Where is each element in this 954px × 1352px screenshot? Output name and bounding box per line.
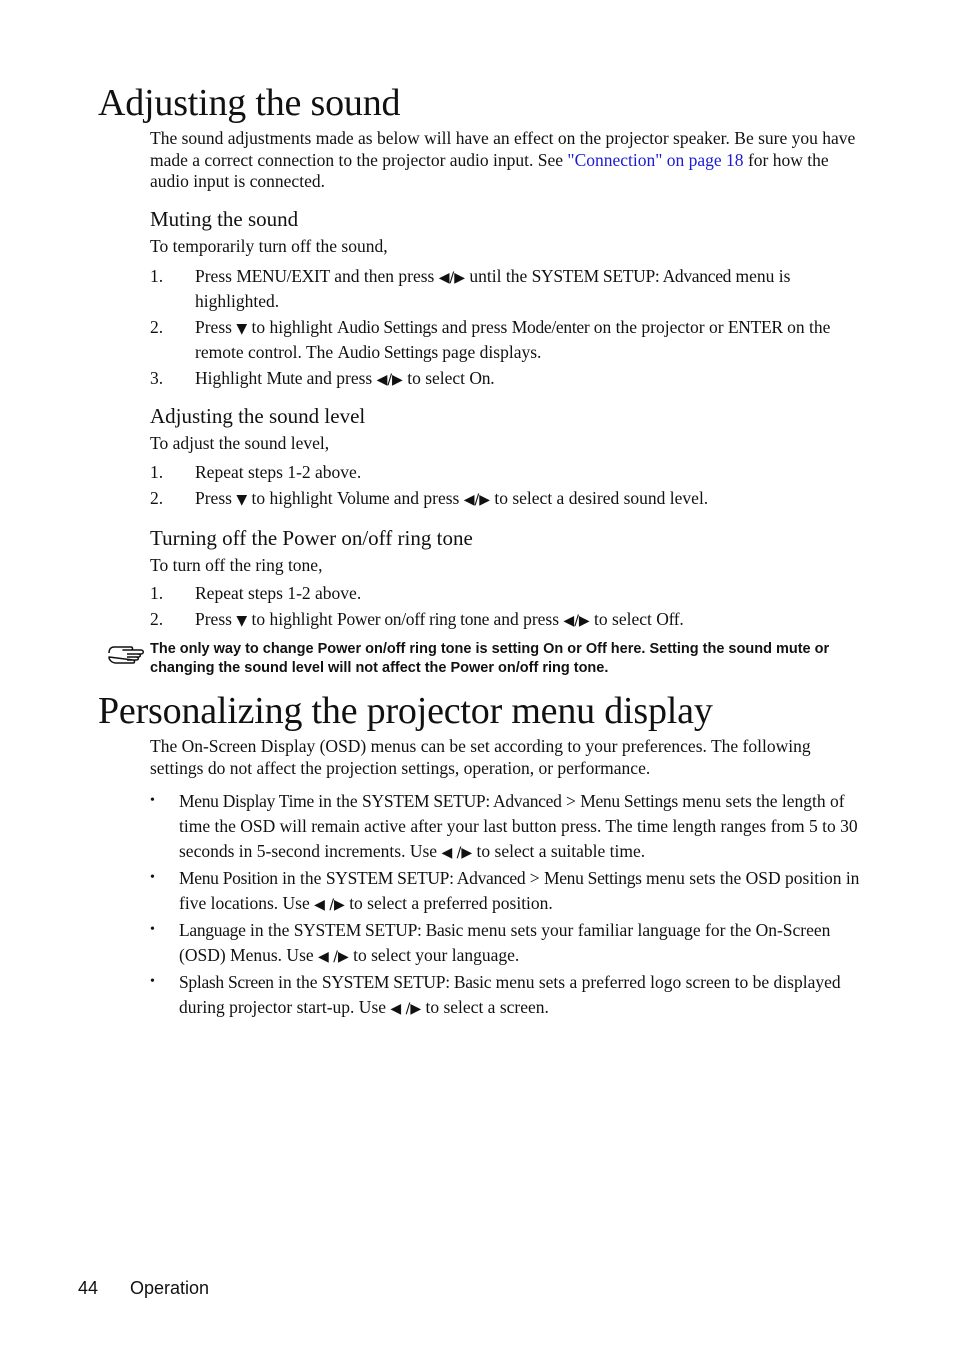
bullet-icon: • <box>150 922 155 937</box>
note-text: The only way to change Power on/off ring tone is setting On or Off here. Setting the sound mute or changing the sound level will not affect the Power on/off ring tone. <box>150 641 830 676</box>
level-intro: To adjust the sound level, <box>150 433 330 453</box>
page-number: 44 <box>78 1278 99 1298</box>
left-right-arrow-icon: ◀ /▶ <box>318 949 349 965</box>
level-steps <box>150 461 860 515</box>
list-item: • Language in the SYSTEM SETUP: Basic menu sets your familiar language for the On-Screen (OSD) Menus. Use ◀ /▶ to select your language. <box>150 918 862 970</box>
bullet-icon: • <box>150 793 155 808</box>
left-right-arrow-icon: ◀ /▶ <box>314 897 345 913</box>
down-arrow-icon: ▼ <box>236 613 248 629</box>
left-right-arrow-icon: ◀/▶ <box>376 372 403 388</box>
ringtone-steps <box>150 582 860 636</box>
list-item: 1. Press MENU/EXIT and then press ◀/▶ until the SYSTEM SETUP: Advanced menu is highlighted. <box>150 266 791 311</box>
footer-section: Operation <box>130 1278 210 1298</box>
connection-link[interactable]: "Connection" on page 18 <box>567 149 744 170</box>
list-item: 2. Press ▼ to highlight Audio Settings and press Mode/enter on the projector or ENTER on the remote control. The Audio Settings page displays. <box>150 317 831 362</box>
section-title-menu-display: Personalizing the projector menu display <box>98 690 713 732</box>
down-arrow-icon: ▼ <box>236 492 248 508</box>
list-item: 2. Press ▼ to highlight Power on/off ring tone and press ◀/▶ to select Off. <box>150 609 684 629</box>
left-right-arrow-icon: ◀/▶ <box>463 492 490 508</box>
section-title-adjusting-sound: Adjusting the sound <box>98 82 401 124</box>
bullet-icon: • <box>150 974 155 989</box>
left-right-arrow-icon: ◀ /▶ <box>390 1001 422 1017</box>
list-item: 2. Press ▼ to highlight Volume and press ◀/▶ to select a desired sound level. <box>150 488 709 508</box>
heading-sound-level: Adjusting the sound level <box>150 404 366 428</box>
heading-ring-tone: Turning off the Power on/off ring tone <box>150 526 473 550</box>
list-item: 1. Repeat steps 1-2 above. <box>150 583 362 603</box>
list-item: • Splash Screen in the SYSTEM SETUP: Basic menu sets a preferred logo screen to be displayed during projector start-up. Use ◀ /▶ to select a screen. <box>150 970 862 1022</box>
section2-intro: The On-Screen Display (OSD) menus can be set according to your preferences. The following settings do not affect the projection settings, operation, or performance. <box>150 736 811 778</box>
menu-display-bullets <box>150 789 862 1022</box>
ringtone-intro: To turn off the ring tone, <box>150 555 323 575</box>
heading-muting: Muting the sound <box>150 207 299 231</box>
list-item: 1. Repeat steps 1-2 above. <box>150 462 362 482</box>
down-arrow-icon: ▼ <box>236 321 248 337</box>
muting-intro: To temporarily turn off the sound, <box>150 236 388 256</box>
left-right-arrow-icon: ◀ /▶ <box>441 845 473 861</box>
left-right-arrow-icon: ◀/▶ <box>438 270 465 286</box>
pointing-hand-icon <box>107 641 147 665</box>
bullet-icon: • <box>150 870 155 885</box>
list-item: • Menu Display Time in the SYSTEM SETUP: Advanced > Menu Settings menu sets the length of time the OSD will remain active after your last button press. The time length ranges from 5 to 30 seconds in 5-second increments. Use ◀ /▶ to select a suitable time. <box>150 789 862 866</box>
section-intro: The sound adjustments made as below will have an effect on the projector speaker. Be sure you have made a correct connection to the projector audio input. See "Connection" on page 18 for how the audio input is connected. <box>150 128 856 191</box>
list-item: • Menu Position in the SYSTEM SETUP: Advanced > Menu Settings menu sets the OSD position in five locations. Use ◀ /▶ to select a preferred position. <box>150 866 862 918</box>
list-item: 3. Highlight Mute and press ◀/▶ to select On. <box>150 368 495 388</box>
muting-steps <box>150 265 860 395</box>
left-right-arrow-icon: ◀/▶ <box>563 613 590 629</box>
